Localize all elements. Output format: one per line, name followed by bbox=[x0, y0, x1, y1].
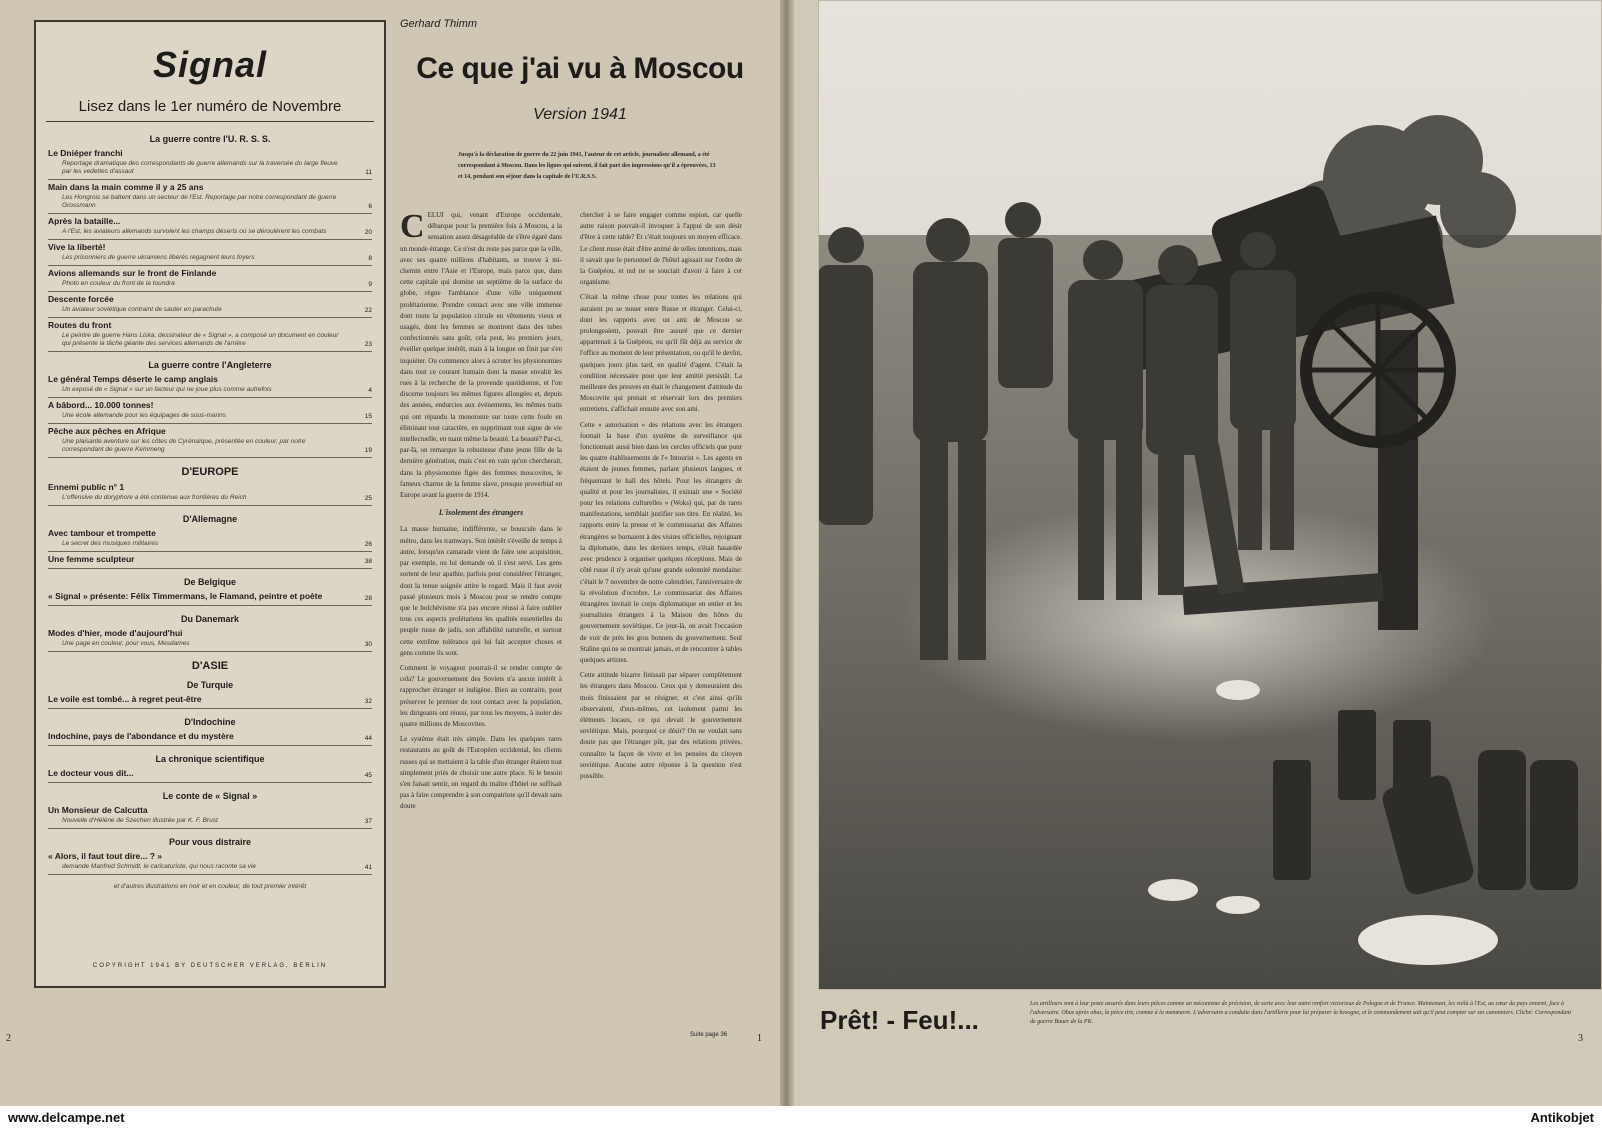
toc-section-heading: La chronique scientifique bbox=[155, 754, 265, 764]
toc-entry-title: Indochine, pays de l'abondance et du mystère bbox=[48, 731, 234, 741]
watermark-antikobjet: Antikobjet bbox=[1530, 1110, 1594, 1125]
toc-entry-title: « Alors, il faut tout dire... ? » bbox=[48, 851, 162, 861]
toc-entry-title: Après la bataille... bbox=[48, 216, 121, 226]
article-paragraph: C'était la même chose pour toutes les relations qui auraient pu se nouer entre Russe et étranger. Celui-ci, dont les rapports avec un ami de Moscou se prolongeaient, pouvait être assuré que ce dernier appartenait à la Guépéou, ou qu'il fût déjà au service de l'office au moment de leur présentation, ou qu'il le devînt, quelques jours plus tard, en qualité d'agent. C'était la condition nécessaire pour que leur amitié persistât. La meilleure des preuves en était le changement d'attitude du Moscovite qui prenait et réservait lors des premiers entretiens, s'affichait ensuite avec son ami. bbox=[580, 293, 742, 414]
toc-footer: et d'autres illustrations en noir et en couleur, de tout premier intérêt bbox=[113, 883, 307, 890]
toc-entry-description: Les Hongrois se battent dans un secteur de l'Est. Reportage par notre correspondant de guerre Grossmann bbox=[62, 194, 337, 209]
page-number-left: 2 bbox=[6, 1033, 11, 1044]
toc-entry bbox=[48, 292, 372, 318]
toc-entry-title: Un Monsieur de Calcutta bbox=[48, 805, 148, 815]
article-paragraph: Comment le voyageur pourrait-il se rendre compte de cela? Le gouvernement des Soviets n'a aucun intérêt à rapprocher étranger et indigène. Bien au contraire, pour préserver le premier de tout contact avec la population, les dirigeants ont réussi, par tous les moyens, à isoler des quatre millions de Moscovites. bbox=[400, 663, 562, 728]
toc-entry bbox=[48, 266, 372, 292]
watermark-bar bbox=[0, 1106, 1602, 1131]
toc-entry-description: Une plaisante aventure sur les côtes de Cyrénaïque, présentée en couleur, par notre correspondant de guerre Kemmeng bbox=[62, 438, 306, 453]
toc-section-heading: Le conte de « Signal » bbox=[162, 791, 258, 801]
article-paragraph: Cette « autorisation » des relations avec les étrangers formait la base d'un système de surveillance qui fonctionnait aussi bien dans les cercles officiels que pour les quatre établissements de l'« Intourist ». Les agents en étaient de jeunes femmes, parlant plusieurs langues, et fréquentant le hall des hôtels. Pour les étrangers de qualité et pour les journalistes, il existait une « Société pour les relations culturelles » (Woks) qui, par de rares manifestations, semblait justifier son titre. En réalité, les rapports entre la presse et le commissariat des Affaires étrangères se bornaient à des visites officielles, rejoignant la diplomatie, dans les derniers temps, s'était hasardée avec prudence à organiser quelques réceptions. Mais de côté russe il n'y avait qu'une grande solennité mondaine: c'était le 7 novembre de notre calendrier, l'anniversaire de la révolution d'octobre. Le commissariat des Affaires étrangères invitait le corps diplomatique en entier et les journalistes étrangers à la Maison des hôtes du gouvernement soviétique. Ce jour-là, on avait l'occasion de voir de près les gros bonnets du gouvernement. Seul Staline qui ne se montrait jamais, et de rencontrer à tables quelques artistes. bbox=[580, 420, 742, 664]
toc-entry-page: 20 bbox=[364, 229, 372, 236]
article-author: Gerhard Thimm bbox=[400, 18, 478, 30]
toc-entry-page: 28 bbox=[364, 595, 372, 602]
toc-entry-page: 15 bbox=[364, 413, 372, 420]
toc-section-heading: La guerre contre l'Angleterre bbox=[148, 360, 272, 370]
toc-entry bbox=[48, 424, 372, 458]
article-paragraph: chercher à se faire engager comme espion, car quelle autre raison pouvait-il invoquer à l'appui de son désir d'être à cette table? Et c'était toujours un moyen efficace. Le client russe était d'être animé de telles intentions, mais il savait que le personnel de l'hôtel agissait sur l'ordre de la Guépéou, et nul ne se souciait d'avoir à faire à cet organisme. bbox=[580, 211, 742, 287]
copyright-line: COPYRIGHT 1941 BY DEUTSCHER VERLAG, BERLIN bbox=[92, 963, 328, 969]
toc-entry-description: Les prisonniers de guerre ukrainiens libérés regagnent leurs foyers bbox=[62, 254, 255, 261]
toc-entry-page: 9 bbox=[368, 281, 372, 288]
toc-entry-page: 8 bbox=[368, 255, 372, 262]
article-version: Version 1941 bbox=[533, 106, 627, 123]
drop-cap: C bbox=[400, 208, 425, 245]
toc-entry bbox=[48, 214, 372, 240]
article-paragraph: Cette attitude bizarre finissait par séparer complètement les étrangers dans Moscou. Ceux qui y demeuraient des mois finissaient par se résigner, et c'est ainsi qu'ils observaient, d'eux-mêmes, cet isolement parmi les éléments locaux, ce qui devait le gouvernement soviétique. Mais, pourquoi ce désir? On ne voulait sans doute pas que l'étranger pût, par des relations privées, connaître la façon de vivre et les pensées du citoyen soviétique. Aucune autre réponse à la question n'est possible. bbox=[580, 671, 742, 780]
toc-entry-description: Un exposé de « Signal » sur un facteur qui ne joue plus comme autrefois bbox=[62, 386, 272, 393]
toc-entry-page: 38 bbox=[364, 558, 372, 565]
toc-section-heading: D'Allemagne bbox=[182, 514, 238, 524]
article-paragraph: Le système était très simple. Dans les quelques rares restaurants au goût de l'Européen occidental, les clients russes qui se mettaient à la table d'un étranger étaient tout simplement priés de choisir une autre place. Si le besoin s'en faisait sentir, un regard du maître d'hôtel ne suffisait pas à faire comprendre à son compatriote qu'il devait sans doute bbox=[400, 735, 563, 811]
toc-entry-description: demande Manfred Schmidt, le caricaturiste, qui nous raconte sa vie bbox=[62, 863, 257, 870]
toc-entry-page: 22 bbox=[364, 307, 372, 314]
toc-entry-title: Le docteur vous dit... bbox=[48, 768, 134, 778]
toc-entry bbox=[48, 372, 372, 398]
toc-entry-description: Nouvelle d'Hélène de Szechen illustrée par K. F. Brust bbox=[62, 817, 218, 824]
toc-entry-title: Descente forcée bbox=[48, 294, 114, 304]
toc-section-heading: De Turquie bbox=[186, 680, 234, 690]
toc-entry bbox=[48, 692, 372, 709]
artillery-photo bbox=[818, 0, 1602, 990]
photo-caption: Les artilleurs sont à leur poste assurés dans leurs pièces comme un mécanisme de précision, de sorte avec leur autre renfort victorieux de Pologne et de France. Maintenant, les voilà à l'Est, au cœur du pays ennemi, face à l'adversaire. Obus après obus, la pièce tire, comme à la manœuvre. L'adversaire a conduite dans l'artillerie pour lui préparer la besogne, et le commandement sait qu'il peut compter sur ses canonniers. Cliché: Correspondant de guerre Bauer de la PK. bbox=[1030, 1001, 1572, 1025]
table-of-contents bbox=[34, 20, 386, 988]
toc-entry-page: 32 bbox=[364, 698, 372, 705]
toc-entry-page: 4 bbox=[368, 387, 372, 394]
toc-entry-page: 19 bbox=[364, 447, 372, 454]
toc-entry bbox=[48, 480, 372, 506]
page-gutter bbox=[780, 0, 794, 1106]
toc-entry-page: 23 bbox=[364, 341, 372, 348]
toc-entry bbox=[48, 240, 372, 266]
toc-section-heading: D'ASIE bbox=[191, 660, 229, 672]
page-number-gutter: 1 bbox=[757, 1033, 762, 1044]
toc-entry-title: Le voile est tombé... à regret peut-être bbox=[48, 694, 202, 704]
toc-entry-page: 11 bbox=[365, 169, 372, 176]
toc-entry-page: 44 bbox=[364, 735, 372, 742]
toc-entry bbox=[48, 526, 372, 552]
toc-entry-title: Routes du front bbox=[48, 320, 112, 330]
toc-entry-description: Une page en couleur, pour vous, Mesdames bbox=[62, 640, 190, 647]
article-subheading: L'isolement des étrangers bbox=[438, 508, 524, 518]
toc-entry-title: Modes d'hier, mode d'aujourd'hui bbox=[48, 628, 183, 638]
toc-entry bbox=[48, 729, 372, 746]
toc-entry bbox=[48, 849, 372, 875]
toc-entry-page: 30 bbox=[364, 641, 372, 648]
toc-entry-title: « Signal » présente: Félix Timmermans, le Flamand, peintre et poète bbox=[48, 591, 323, 601]
toc-body bbox=[36, 122, 384, 890]
masthead: Signal bbox=[152, 44, 268, 85]
toc-subtitle: Lisez dans le 1er numéro de Novembre bbox=[78, 98, 342, 115]
toc-entry bbox=[48, 626, 372, 652]
toc-entry-description: Un aviateur soviétique contraint de sauter en parachute bbox=[62, 306, 222, 313]
toc-entry-title: Vive la liberté! bbox=[48, 242, 106, 252]
toc-entry bbox=[48, 803, 372, 829]
toc-entry-title: Main dans la main comme il y a 25 ans bbox=[48, 182, 204, 192]
article-intro: Jusqu'à la déclaration de guerre du 22 juin 1941, l'auteur de cet article, journaliste allemand, a été correspondant à Moscou. Dans les lignes qui suivent, il fait part des impressions qu'il a éprouvées, 13 et 14, pendant son séjour dans la capitale de l'U.R.S.S. bbox=[458, 152, 716, 180]
toc-entry-page: 37 bbox=[364, 818, 372, 825]
toc-entry-description: Reportage dramatique des correspondants de guerre allemands sur la traversée du large fleuve par les vedettes d'assaut bbox=[62, 160, 338, 175]
toc-section-heading: De Belgique bbox=[183, 577, 236, 587]
toc-section-heading: D'EUROPE bbox=[181, 466, 239, 478]
toc-entry bbox=[48, 318, 372, 352]
toc-entry-page: 41 bbox=[364, 864, 372, 871]
toc-entry-description: Une école allemande pour les équipages de sous-marins bbox=[62, 412, 227, 419]
article-headline: Ce que j'ai vu à Moscou bbox=[416, 52, 744, 85]
toc-entry-description: L'offensive du doryphore a été contenue aux frontières du Reich bbox=[62, 494, 247, 501]
toc-section-heading: D'Indochine bbox=[184, 717, 236, 727]
toc-entry bbox=[48, 589, 372, 606]
watermark-delcampe: www.delcampe.net bbox=[8, 1110, 125, 1125]
toc-section-heading: La guerre contre l'U. R. S. S. bbox=[149, 134, 271, 144]
toc-entry bbox=[48, 180, 372, 214]
toc-entry-page: 25 bbox=[364, 495, 372, 502]
toc-entry-description: Photo en couleur du front de la toundra bbox=[62, 280, 175, 287]
toc-section-heading: Pour vous distraire bbox=[168, 837, 252, 847]
continued-note: Suite page 36 bbox=[690, 1032, 728, 1038]
toc-section-heading: Du Danemark bbox=[180, 614, 240, 624]
toc-entry-page: 6 bbox=[368, 203, 372, 210]
toc-entry-title: Une femme sculpteur bbox=[48, 554, 135, 564]
page-number-right: 3 bbox=[1578, 1033, 1583, 1044]
toc-entry-page: 26 bbox=[364, 541, 372, 548]
toc-entry-title: Avec tambour et trompette bbox=[48, 528, 156, 538]
toc-entry-title: A bâbord... 10.000 tonnes! bbox=[48, 400, 154, 410]
article-paragraph: ELUI qui, venant d'Europe occidentale, débarque pour la première fois à Moscou, a la sensation assez désagréable de s'être égaré dans un monde étrange. Ce n'est du reste pas parce que la ville, avec ses quatre millions d'habitants, se trouve à mi-chemin entre l'Asie et l'Europe, mais parce que, dans cette capitale qui domine un septième de la surface du globe, règne l'ambiance d'une ville uniquement prolétarienne. Prendre contact avec une ville immense dont toute la population circule en vêtements vieux et usagés, dont les femmes se montrent dans des tubes confectionnés sans goût, cela peut, les premiers jours, éveiller quelque intérêt, mais à la longue on finit par s'en inquiéter. On commence alors à scruter les physionomies dans tout ce courant humain dont la masse envahit les rues à la recherche de la provende quotidienne, et l'on discerne toujours les mêmes figures allongées et, depuis des années, endurcies aux événements, les mêmes traits qui ont répandu la monotonie sur toute cette foule en éliminant tout caractère, en supprimant tout signe de vie intellectuelle, en tuant même la beauté. La beauté? Par-ci, par-là, on remarque la robustesse d'une jeune fille de la dernière génération, mais c'est en vain qu'on chercherait, dans la physionomie figée des femmes moscovites, le fameux charme de la femme slave, presque proverbial en Europe avant la guerre de 1914. bbox=[400, 211, 563, 500]
toc-entry-description: Le peintre de guerre Hans Liska, dessinateur de « Signal », a composé un document en couleur qui présente la tâche géante des services allemands de l'arrière bbox=[62, 332, 339, 347]
article-column-2 bbox=[580, 210, 742, 782]
toc-entry bbox=[48, 552, 372, 569]
photo-caption-title: Prêt! - Feu!... bbox=[820, 1005, 979, 1035]
toc-entry bbox=[48, 766, 372, 783]
toc-entry bbox=[48, 146, 372, 180]
toc-entry-title: Le général Temps déserte le camp anglais bbox=[48, 374, 218, 384]
article-paragraph: La masse humaine, indifférente, se bouscule dans le métro, dans les tramways. Son intérêt s'éveille de temps à autre, lorsqu'un camarade vient de faire une acquisition, par exemple, ou lui demande où il s'est servi. Les gens sortent de leur apathie, parfois pour considérer l'étranger, dont la tenue soignée attire le regard. Mais il faut avoir passé plusieurs mois à Moscou pour se rendre compte que le bolchévisme n'a pas encore réussi à faire oublier tous ces aspects prolétariens les qualités essentielles du peuple russe de jadis, son affabilité naturelle, et surtout cette extrême tolérance qui lui fait accepter choses et gens comme ils sont. bbox=[400, 525, 562, 657]
toc-entry-description: Le secret des musiques militaires bbox=[62, 540, 159, 547]
toc-entry-title: Ennemi public n° 1 bbox=[48, 482, 125, 492]
toc-entry bbox=[48, 398, 372, 424]
toc-entry-title: Le Dniéper franchi bbox=[48, 148, 123, 158]
toc-entry-description: A l'Est, les aviateurs allemands survolent les champs déserts où se déroulèrent les combats bbox=[62, 228, 327, 235]
toc-entry-title: Avions allemands sur le front de Finlande bbox=[48, 268, 217, 278]
toc-entry-page: 45 bbox=[364, 772, 372, 779]
toc-entry-title: Pêche aux pêches en Afrique bbox=[48, 426, 166, 436]
article-column-1 bbox=[400, 210, 562, 813]
